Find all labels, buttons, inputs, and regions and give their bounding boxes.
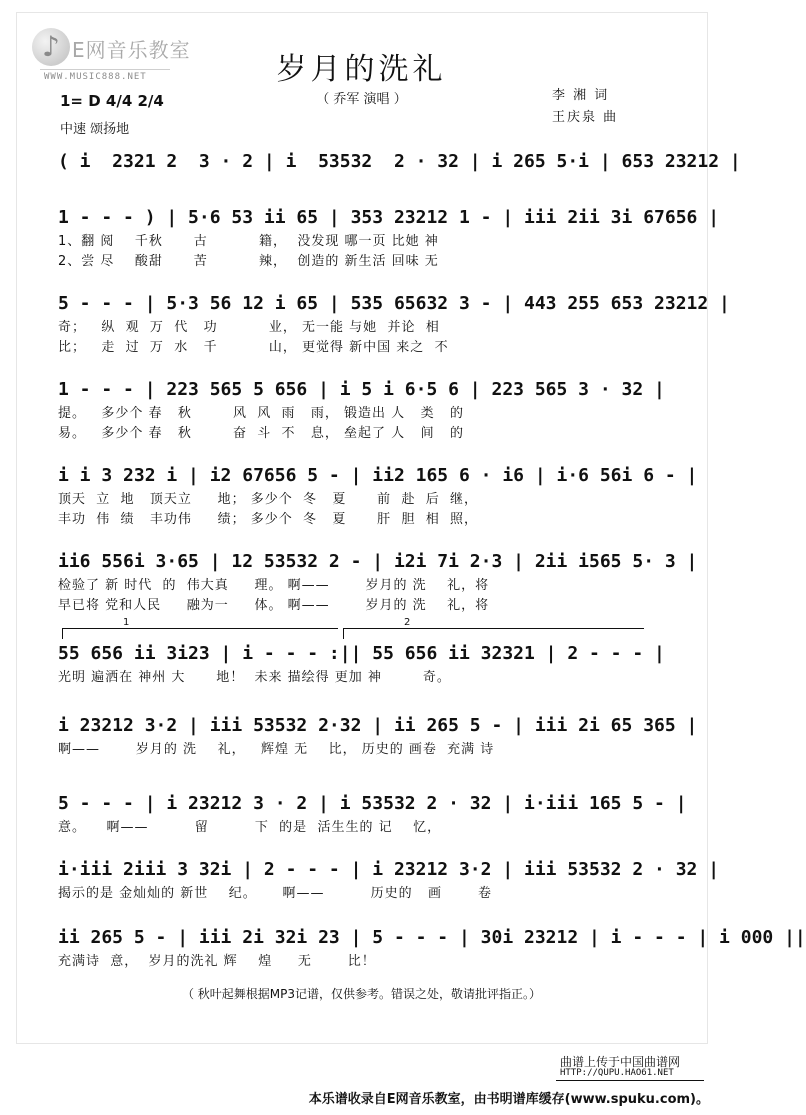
notation-line: 5 - - - | 5·3 56 12 i 65 | 535 65632 3 - | 443 255 653 23212 | <box>58 293 730 314</box>
notation-line: 1 - - - | 223 565 5 656 | i 5 i 6·5 6 | 223 565 3 · 32 | <box>58 379 665 400</box>
lyric-line: 丰功 伟 绩 丰功伟 绩； 多少个 冬 夏 肝 胆 相 照， <box>58 512 478 527</box>
notation-line: 1 - - - ) | 5·6 53 ii 65 | 353 23212 1 - | iii 2ii 3i 67656 | <box>58 207 720 228</box>
credit-line: 本乐谱收录自E网音乐教室，由书明谱库缓存(www.spuku.com)。 <box>308 1092 709 1107</box>
lyric-line: 顶天 立 地 顶天立 地； 多少个 冬 夏 前 赴 后 继， <box>58 492 478 507</box>
lyric-line: 奇； 纵 观 万 代 功 业， 无一能 与她 并论 相 <box>58 320 440 335</box>
key-signature: 1= D 4/4 2/4 <box>60 92 164 110</box>
notation-line: i·iii 2iii 3 32i | 2 - - - | i 23212 3·2 | iii 53532 2 · 32 | <box>58 859 720 880</box>
lyric-line: 检验了 新 时代 的 伟大真 理。 啊—— 岁月的 洗 礼，将 <box>58 578 490 593</box>
lyricist: 李 湘 词 <box>552 88 610 103</box>
lyric-line: 揭示的是 金灿灿的 新世 纪。 啊—— 历史的 画 卷 <box>58 886 492 901</box>
volta-second-ending <box>343 617 644 639</box>
upload-divider <box>556 1080 704 1081</box>
score-row <box>58 148 741 176</box>
notation-line: 5 - - - | i 23212 3 · 2 | i 53532 2 · 32 | i·iii 165 5 - | <box>58 793 687 814</box>
score-row <box>58 790 687 838</box>
lyric-line: 2、尝 尽 酸甜 苦 辣， 创造的 新生活 回味 无 <box>58 254 439 269</box>
notation-line: ii6 556i 3·65 | 12 53532 2 - | i2i 7i 2·3 | 2ii i565 5· 3 | <box>58 551 698 572</box>
score-row <box>58 924 806 972</box>
score-row <box>58 462 698 530</box>
notation-line: 55 656 ii 3i23 | i - - - :|| 55 656 ii 32321 | 2 - - - | <box>58 643 665 664</box>
logo-url: WWW.MUSIC888.NET <box>44 72 147 82</box>
volta-second-number: 2 <box>404 617 411 628</box>
score-row <box>58 204 720 272</box>
lyric-line: 比； 走 过 万 水 千 山， 更觉得 新中国 来之 不 <box>58 340 449 355</box>
notation-line: i i 3 232 i | i2 67656 5 - | ii2 165 6 · i6 | i·6 56i 6 - | <box>58 465 698 486</box>
tempo-marking: 中速 颂扬地 <box>60 122 130 137</box>
logo-title: E网音乐教室 <box>72 38 191 62</box>
lyric-line: 易。 多少个 春 秋 奋 斗 不 息， 垒起了 人 间 的 <box>58 426 464 441</box>
notation-line: ( i 2321 2 3 · 2 | i 53532 2 · 32 | i 265 5·i | 653 23212 | <box>58 151 741 172</box>
music-note-icon: ♪ <box>42 30 60 63</box>
score-row <box>58 548 698 616</box>
notation-line: i 23212 3·2 | iii 53532 2·32 | ii 265 5 - | iii 2i 65 365 | <box>58 715 698 736</box>
song-title: 岁月的洗礼 <box>276 52 447 87</box>
score-row <box>58 640 665 688</box>
lyric-line: 啊—— 岁月的 洗 礼， 辉煌 无 比， 历史的 画卷 充满 诗 <box>58 742 495 757</box>
volta-first-number: 1 <box>123 617 130 628</box>
transcription-note: （ 秋叶起舞根据MP3记谱，仅供参考。错误之处，敬请批评指正。） <box>181 987 542 1001</box>
upload-source: 曲谱上传于中国曲谱网 <box>560 1055 681 1069</box>
composer: 王庆泉 曲 <box>552 110 619 125</box>
score-row <box>58 856 720 904</box>
lyric-line: 提。 多少个 春 秋 风 风 雨 雨， 锻造出 人 类 的 <box>58 406 464 421</box>
score-row <box>58 376 665 444</box>
score-row <box>58 712 698 760</box>
lyric-line: 1、翻 阅 千秋 古 籍， 没发现 哪一页 比她 神 <box>58 234 439 249</box>
lyric-line: 意。 啊—— 留 下 的是 活生生的 记 忆， <box>58 820 442 835</box>
lyric-line: 光明 遍洒在 神州 大 地！ 未来 描绘得 更加 神 奇。 <box>58 670 451 685</box>
lyric-line: 充满诗 意， 岁月的洗礼 辉 煌 无 比！ <box>58 954 376 969</box>
score-row <box>58 290 730 358</box>
notation-line: ii 265 5 - | iii 2i 32i 23 | 5 - - - | 30i 23212 | i - - - | i 000 || <box>58 927 806 948</box>
performer: （ 乔军 演唱 ） <box>316 92 407 107</box>
volta-first-ending <box>62 617 338 639</box>
upload-url[interactable]: HTTP://QUPU.HAO61.NET <box>560 1068 674 1078</box>
lyric-line: 早已将 党和人民 融为一 体。 啊—— 岁月的 洗 礼，将 <box>58 598 490 613</box>
